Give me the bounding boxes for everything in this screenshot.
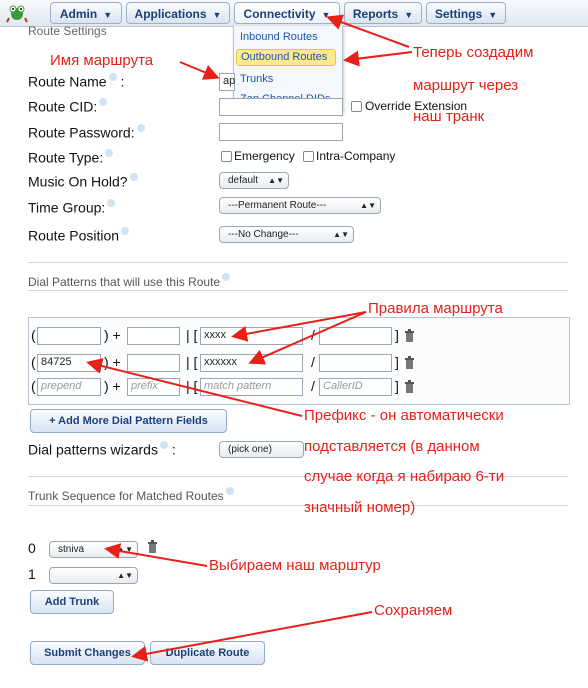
select-arrows-icon: ▲▼ <box>117 545 133 554</box>
nav-connectivity-label: Connectivity <box>243 7 316 21</box>
route-type-label-text: Route Type: <box>28 149 104 166</box>
nav-reports-label: Reports <box>352 7 399 21</box>
nav-connectivity[interactable] <box>234 2 340 24</box>
music-on-hold-value: default <box>228 175 259 186</box>
route-name-label-text: Route Name <box>28 73 107 90</box>
divider <box>28 262 568 263</box>
arrow-to-route-name <box>180 62 216 77</box>
route-cid-label-text: Route CID: <box>28 98 98 115</box>
select-arrows-icon: ▲▼ <box>333 230 349 239</box>
help-icon[interactable] <box>222 273 230 281</box>
annotation-prefix-line3: случае когда я набираю 6-ти <box>304 468 505 485</box>
trunk-select-0[interactable] <box>49 541 138 558</box>
help-icon[interactable] <box>105 149 113 157</box>
match-pattern-input[interactable]: match pattern <box>200 378 303 396</box>
select-arrows-icon: ▲▼ <box>117 571 133 580</box>
chevron-down-icon: ▼ <box>212 10 222 20</box>
prepend-input[interactable]: prepend <box>37 378 101 396</box>
chevron-down-icon: ▼ <box>103 10 113 20</box>
route-position-label-text: Route Position <box>28 227 120 244</box>
music-on-hold-label <box>28 173 138 190</box>
annotation-prefix-line4: значный номер) <box>304 499 416 516</box>
dial-patterns-wizards-label <box>28 441 176 458</box>
trunk-select-0-value: stniva <box>58 544 85 555</box>
pipe-bracket: | [ <box>186 354 198 370</box>
music-on-hold-select[interactable] <box>219 172 289 189</box>
route-position-select[interactable] <box>219 226 354 243</box>
trunk-index-1: 1 <box>28 566 36 582</box>
logo-icon <box>6 3 28 23</box>
paren-close-plus: ) + <box>104 327 121 343</box>
time-group-label-text: Time Group: <box>28 199 106 216</box>
help-icon[interactable] <box>160 441 168 449</box>
route-settings-title: Route Settings <box>28 24 107 38</box>
nav-applications[interactable] <box>126 2 230 24</box>
annotation-rules: Правила маршрута <box>368 300 503 317</box>
nav-settings-label: Settings <box>434 7 483 21</box>
annotation-prefix-line1: Префикс - он автоматически <box>304 407 504 424</box>
trash-icon[interactable] <box>404 356 415 369</box>
trash-icon[interactable] <box>404 329 415 342</box>
bracket-close: ] <box>395 354 399 370</box>
nav-applications-label: Applications <box>134 7 207 21</box>
route-cid-label <box>28 98 107 115</box>
match-pattern-input[interactable]: xxxx <box>200 327 303 345</box>
add-trunk-button[interactable]: Add Trunk <box>30 590 114 614</box>
paren-close-plus: ) + <box>104 378 121 394</box>
chevron-down-icon: ▼ <box>321 10 331 20</box>
help-icon[interactable] <box>109 73 117 81</box>
annotation-prefix-line2: подставляется (в данном <box>304 438 480 455</box>
dial-patterns-wizards-value: (pick one) <box>228 444 272 455</box>
help-icon[interactable] <box>121 227 129 235</box>
select-arrows-icon: ▲▼ <box>360 201 376 210</box>
music-on-hold-label-text: Music On Hold? <box>28 173 128 190</box>
trunk-sequence-title <box>28 487 234 503</box>
divider <box>28 505 568 506</box>
bracket-close: ] <box>395 378 399 394</box>
arrow-to-outbound-routes <box>347 52 412 60</box>
prefix-input[interactable] <box>127 327 180 345</box>
dial-patterns-wizards-select[interactable] <box>219 441 304 458</box>
time-group-value: ---Permanent Route--- <box>228 200 327 211</box>
prepend-input[interactable]: 84725 <box>37 354 101 372</box>
nav-admin[interactable] <box>50 2 122 24</box>
route-password-label-text: Route Password: <box>28 124 135 141</box>
trunk-sequence-title-text: Trunk Sequence for Matched Routes <box>28 489 224 503</box>
intra-company-checkbox[interactable] <box>303 151 314 162</box>
route-type-label <box>28 149 113 166</box>
menu-outbound-routes[interactable]: Outbound Routes <box>236 49 336 66</box>
nav-reports[interactable] <box>344 2 422 24</box>
annotation-choose: Выбираем наш марштур <box>209 557 381 574</box>
slash: / <box>311 354 315 370</box>
route-name-colon: : <box>120 73 125 90</box>
intra-company-label: Intra-Company <box>316 149 396 163</box>
route-position-value: ---No Change--- <box>228 229 299 240</box>
override-extension-label: Override Extension <box>365 99 468 113</box>
nav-settings[interactable] <box>426 2 506 24</box>
dial-patterns-title-text: Dial Patterns that will use this Route <box>28 275 221 289</box>
trunk-select-1[interactable] <box>49 567 138 584</box>
emergency-checkbox[interactable] <box>221 151 232 162</box>
help-icon[interactable] <box>226 487 234 495</box>
slash: / <box>311 378 315 394</box>
paren-open: ( <box>31 354 36 370</box>
slash: / <box>311 327 315 343</box>
trash-icon[interactable] <box>147 540 158 553</box>
route-name-label <box>28 73 124 90</box>
duplicate-route-button[interactable]: Duplicate Route <box>150 641 265 665</box>
match-pattern-input[interactable]: xxxxxx <box>200 354 303 372</box>
route-position-label <box>28 227 129 244</box>
trash-icon[interactable] <box>404 380 415 393</box>
callerid-input[interactable]: CallerID <box>319 378 392 396</box>
select-arrows-icon: ▲▼ <box>268 176 284 185</box>
chevron-down-icon: ▼ <box>488 10 498 20</box>
dial-patterns-wizards-label-text: Dial patterns wizards <box>28 441 158 458</box>
route-cid-input[interactable] <box>219 98 343 116</box>
callerid-input[interactable] <box>319 327 392 345</box>
help-icon[interactable] <box>99 98 107 106</box>
time-group-select[interactable] <box>219 197 381 214</box>
help-icon[interactable] <box>137 124 145 132</box>
route-password-label <box>28 124 145 141</box>
top-nav-bar <box>0 0 588 27</box>
annotation-create-line2: маршрут через <box>413 77 519 94</box>
emergency-label: Emergency <box>234 149 295 163</box>
callerid-input[interactable] <box>319 354 392 372</box>
help-icon[interactable] <box>107 199 115 207</box>
paren-close-plus: ) + <box>104 354 121 370</box>
time-group-label <box>28 199 115 216</box>
bracket-close: ] <box>395 327 399 343</box>
dial-patterns-title <box>28 273 230 289</box>
route-password-input[interactable] <box>219 123 343 141</box>
trunk-index-0: 0 <box>28 540 36 556</box>
route-name-input[interactable]: ap <box>219 73 235 91</box>
annotation-route-name: Имя маршрута <box>50 52 154 69</box>
override-extension-checkbox[interactable] <box>351 101 362 112</box>
submit-changes-button[interactable]: Submit Changes <box>30 641 145 665</box>
pipe-bracket: | [ <box>186 378 198 394</box>
help-icon[interactable] <box>130 173 138 181</box>
menu-inbound-routes[interactable]: Inbound Routes <box>240 31 318 43</box>
add-more-dial-pattern-button[interactable]: + Add More Dial Pattern Fields <box>30 409 227 433</box>
wizard-colon: : <box>171 441 176 458</box>
prefix-input[interactable]: prefix <box>127 378 180 396</box>
menu-trunks[interactable]: Trunks <box>240 73 274 85</box>
divider <box>28 290 568 291</box>
paren-open: ( <box>31 378 36 394</box>
pipe-bracket: | [ <box>186 327 198 343</box>
annotation-create-line3: наш транк <box>413 108 485 125</box>
prepend-input[interactable] <box>37 327 101 345</box>
annotation-save: Сохраняем <box>374 602 453 619</box>
prefix-input[interactable] <box>127 354 180 372</box>
chevron-down-icon: ▼ <box>404 10 414 20</box>
annotation-create-line1: Теперь создадим <box>413 44 534 61</box>
paren-open: ( <box>31 327 36 343</box>
nav-admin-label: Admin <box>59 7 98 21</box>
